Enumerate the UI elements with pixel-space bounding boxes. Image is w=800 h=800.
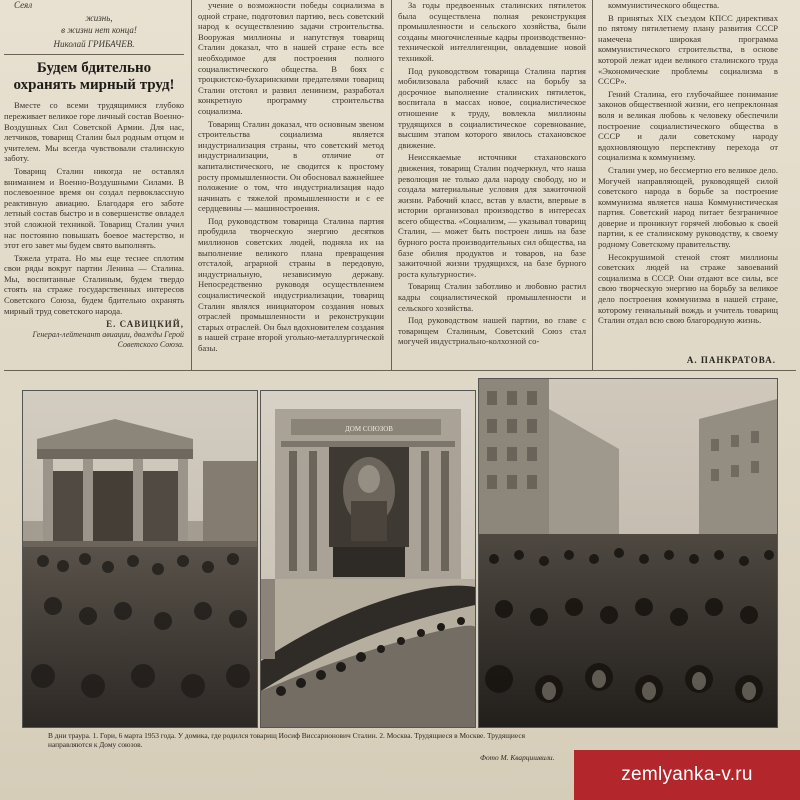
photo-3-image bbox=[479, 379, 777, 727]
paragraph: Сталин умер, но бессмертно его великое дело. Могучей направляющей, руководящей силой советского народа в борьбе за построение коммунизма является наша Коммунистическая партия. Советский народ питает безграничное доверие и проникнут горячей любовью к своей партии, к ее сталинскому руководству, к своему родному Советскому правительству. bbox=[598, 164, 778, 250]
paragraph: Вместе со всеми трудящимися глубоко переживает великое горе личный состав Военно-Воздушных Сил Советской Армии. Для нас, летчиков, товарищ Сталин был родным отцом и учителем. Мы всегда чувствовали сталинскую заботу. bbox=[4, 100, 184, 164]
column-rule bbox=[391, 0, 392, 370]
paragraph: В принятых XIX съездом КПСС директивах по пятому пятилетнему плану развития СССР намечена широкая программа коммунистического строительства, в основе которой лежат идеи великого сталинского труда «Экономические проблемы социализма в СССР». bbox=[598, 12, 778, 87]
paragraph: Несокрушимой стеной стоят миллионы советских людей на страже завоеваний социализма в СССР. Они отдают все силы, все свою творческую энергию на борьбу за великое дело построения коммунизма в нашей стране, которому гениальный вождь и учитель товарищ Сталин отдал всю свою благородную жизнь. bbox=[598, 251, 778, 326]
paragraph: Тяжела утрата. Но мы еще теснее сплотим свои ряды вокруг партии Ленина — Сталина. Мы, воспитанные Сталиным, будем твердо стоять на страже государственных интересов Советского Союза, будем бдительно охранять мирный труд советского народа. bbox=[4, 252, 184, 316]
poem-line: жизнь, bbox=[85, 12, 113, 23]
banner-text: ДОМ СОЮЗОВ bbox=[345, 425, 393, 433]
column-4 bbox=[598, 0, 778, 352]
paragraph: Товарищ Сталин заботливо и любовно растил кадры социалистической промышленности и сельского хозяйства. bbox=[398, 281, 586, 313]
poem-fragment bbox=[4, 0, 184, 36]
section-rule bbox=[4, 370, 796, 371]
photo-house-of-unions bbox=[260, 390, 476, 728]
signature: Е. САВИЦКИЙ, bbox=[106, 319, 184, 330]
column-3 bbox=[398, 0, 586, 370]
poem-author: Николай ГРИБАЧЕВ. bbox=[53, 38, 135, 49]
paragraph: Неиссякаемые источники стахановского движения, товарищ Сталин подчеркнул, что наша революция не только дала народу свободу, но и создала материальные условия для зажиточной жизни. Рабочий класс, встав у власти, впервые в истории организовал производство в интересах всего общества. «Социализм, — указывал товарищ Сталин, — может быть построен лишь на базе бурного роста производительных сил общества, на базе обилия продуктов и товаров, на базе зажиточной жизни трудящихся, на базе бурного роста культурности». bbox=[398, 152, 586, 279]
paragraph: Под руководством товарища Сталина партия пробудила творческую энергию десятков миллионов советских людей, подняла их на выполнение великого плана превращения отсталой, аграрной страны в передовую, индустриальную, независимую державу. Непосредственно руководя осуществлением социалистической индустриализации, товарищ Сталин являлся инициатором создания новых отраслей промышленности и реконструкции старых отраслей. Он был вдохновителем создания в нашей стране второй угольно-металлургической базы. bbox=[198, 215, 384, 353]
photo-moscow-crowd bbox=[478, 378, 778, 728]
headline: Будем бдительно охранять мирный труд! bbox=[13, 60, 175, 94]
paragraph: Товарищ Сталин доказал, что основным звеном строительства социализма является индустриализация страны, что советский метод индустриализации, в отличие от капиталистического, не сводится к простому росту промышленности. Он обосновал важнейшее положение о том, что индустриализация надо начинать с тяжелой промышленности и с ее сердцевины — машиностроения. bbox=[198, 118, 384, 214]
signature: А. ПАНКРАТОВА. bbox=[686, 355, 776, 365]
poem-line: Сеял bbox=[14, 0, 33, 10]
photo-2-image bbox=[261, 391, 475, 727]
paragraph: учение о возможности победы социализма в одной стране, подготовил партию, весь советский народ к осуществлению задачи строительства. Вооружая миллионы и напутствуя товарищ Сталин доказал, что в нашей стране есть все необходимое для построения полного социалистического общества. В боях с троцкистско-бухаринскими предателями товарищ Сталин отстоял и развил ленинизм, разработал конкретную программу строительства социализма. bbox=[198, 0, 384, 116]
column-rule bbox=[592, 0, 593, 370]
paragraph: Под руководством товарища Сталина партия мобилизовала рабочий класс на борьбу за досрочное выполнение сталинских пятилеток, воспитала в массах новое, социалистическое отношение к труду, вовлекла миллионы трудящихся в социалистическое соревнование, высшим этапом которого явилось стахановское движение. bbox=[398, 65, 586, 150]
paragraph: коммунистического общества. bbox=[608, 0, 720, 10]
column-2 bbox=[198, 0, 384, 370]
poem-line: в жизни нет конца! bbox=[61, 25, 137, 36]
photo-1-image bbox=[23, 391, 257, 727]
photo-gori-house bbox=[22, 390, 258, 728]
photo-credit: Фото М. Кварцишвили. bbox=[480, 753, 555, 762]
paragraph: Под руководством нашей партии, во главе с товарищем Сталиным, Советский Союз стал могучей индустриально-колхозной со- bbox=[398, 315, 586, 347]
paragraph: Гений Сталина, его глубочайшее понимание законов общественной жизни, его непреклонная воля и великая любовь к человеку обеспечили построение социалистического общества в СССР и дали советскому народу вдохновляющую перспективу перехода от социализма к коммунизму. bbox=[598, 88, 778, 163]
column-rule bbox=[191, 0, 192, 370]
divider bbox=[4, 54, 184, 55]
photo-caption: В дни траура. 1. Гори, 6 марта 1953 года. У домика, где родился товарищ Иосиф Виссарионович Сталин. 2. Москва. Трудящиеся в Москве. Трудящиеся направляются к Дому союзов. bbox=[48, 731, 526, 749]
left-column bbox=[4, 0, 184, 365]
signature-subtitle: Генерал-лейтенант авиации, дважды Герой Советского Союза. bbox=[32, 329, 184, 350]
paragraph: Товарищ Сталин никогда не оставлял вниманием и Военно-Воздушными Силами. В послевоенное время он создал первоклассную реактивную авиацию. Благодаря его заботе летный состав быстро и в совершенстве овладел этой сложной техникой. Товарищ Сталин учил нас постоянно повышать боевое мастерство, и этот его завет мы будем свято выполнять. bbox=[4, 165, 184, 251]
watermark-text: zemlyanka-v.ru bbox=[621, 764, 753, 785]
paragraph: За годы предвоенных сталинских пятилеток была осуществлена полная реконструкция промышленности и сельского хозяйства, были созданы многочисленные кадры производственно-технической интеллигенции, овладевшие новой техникой. bbox=[398, 0, 586, 63]
watermark-badge[interactable] bbox=[574, 750, 800, 800]
